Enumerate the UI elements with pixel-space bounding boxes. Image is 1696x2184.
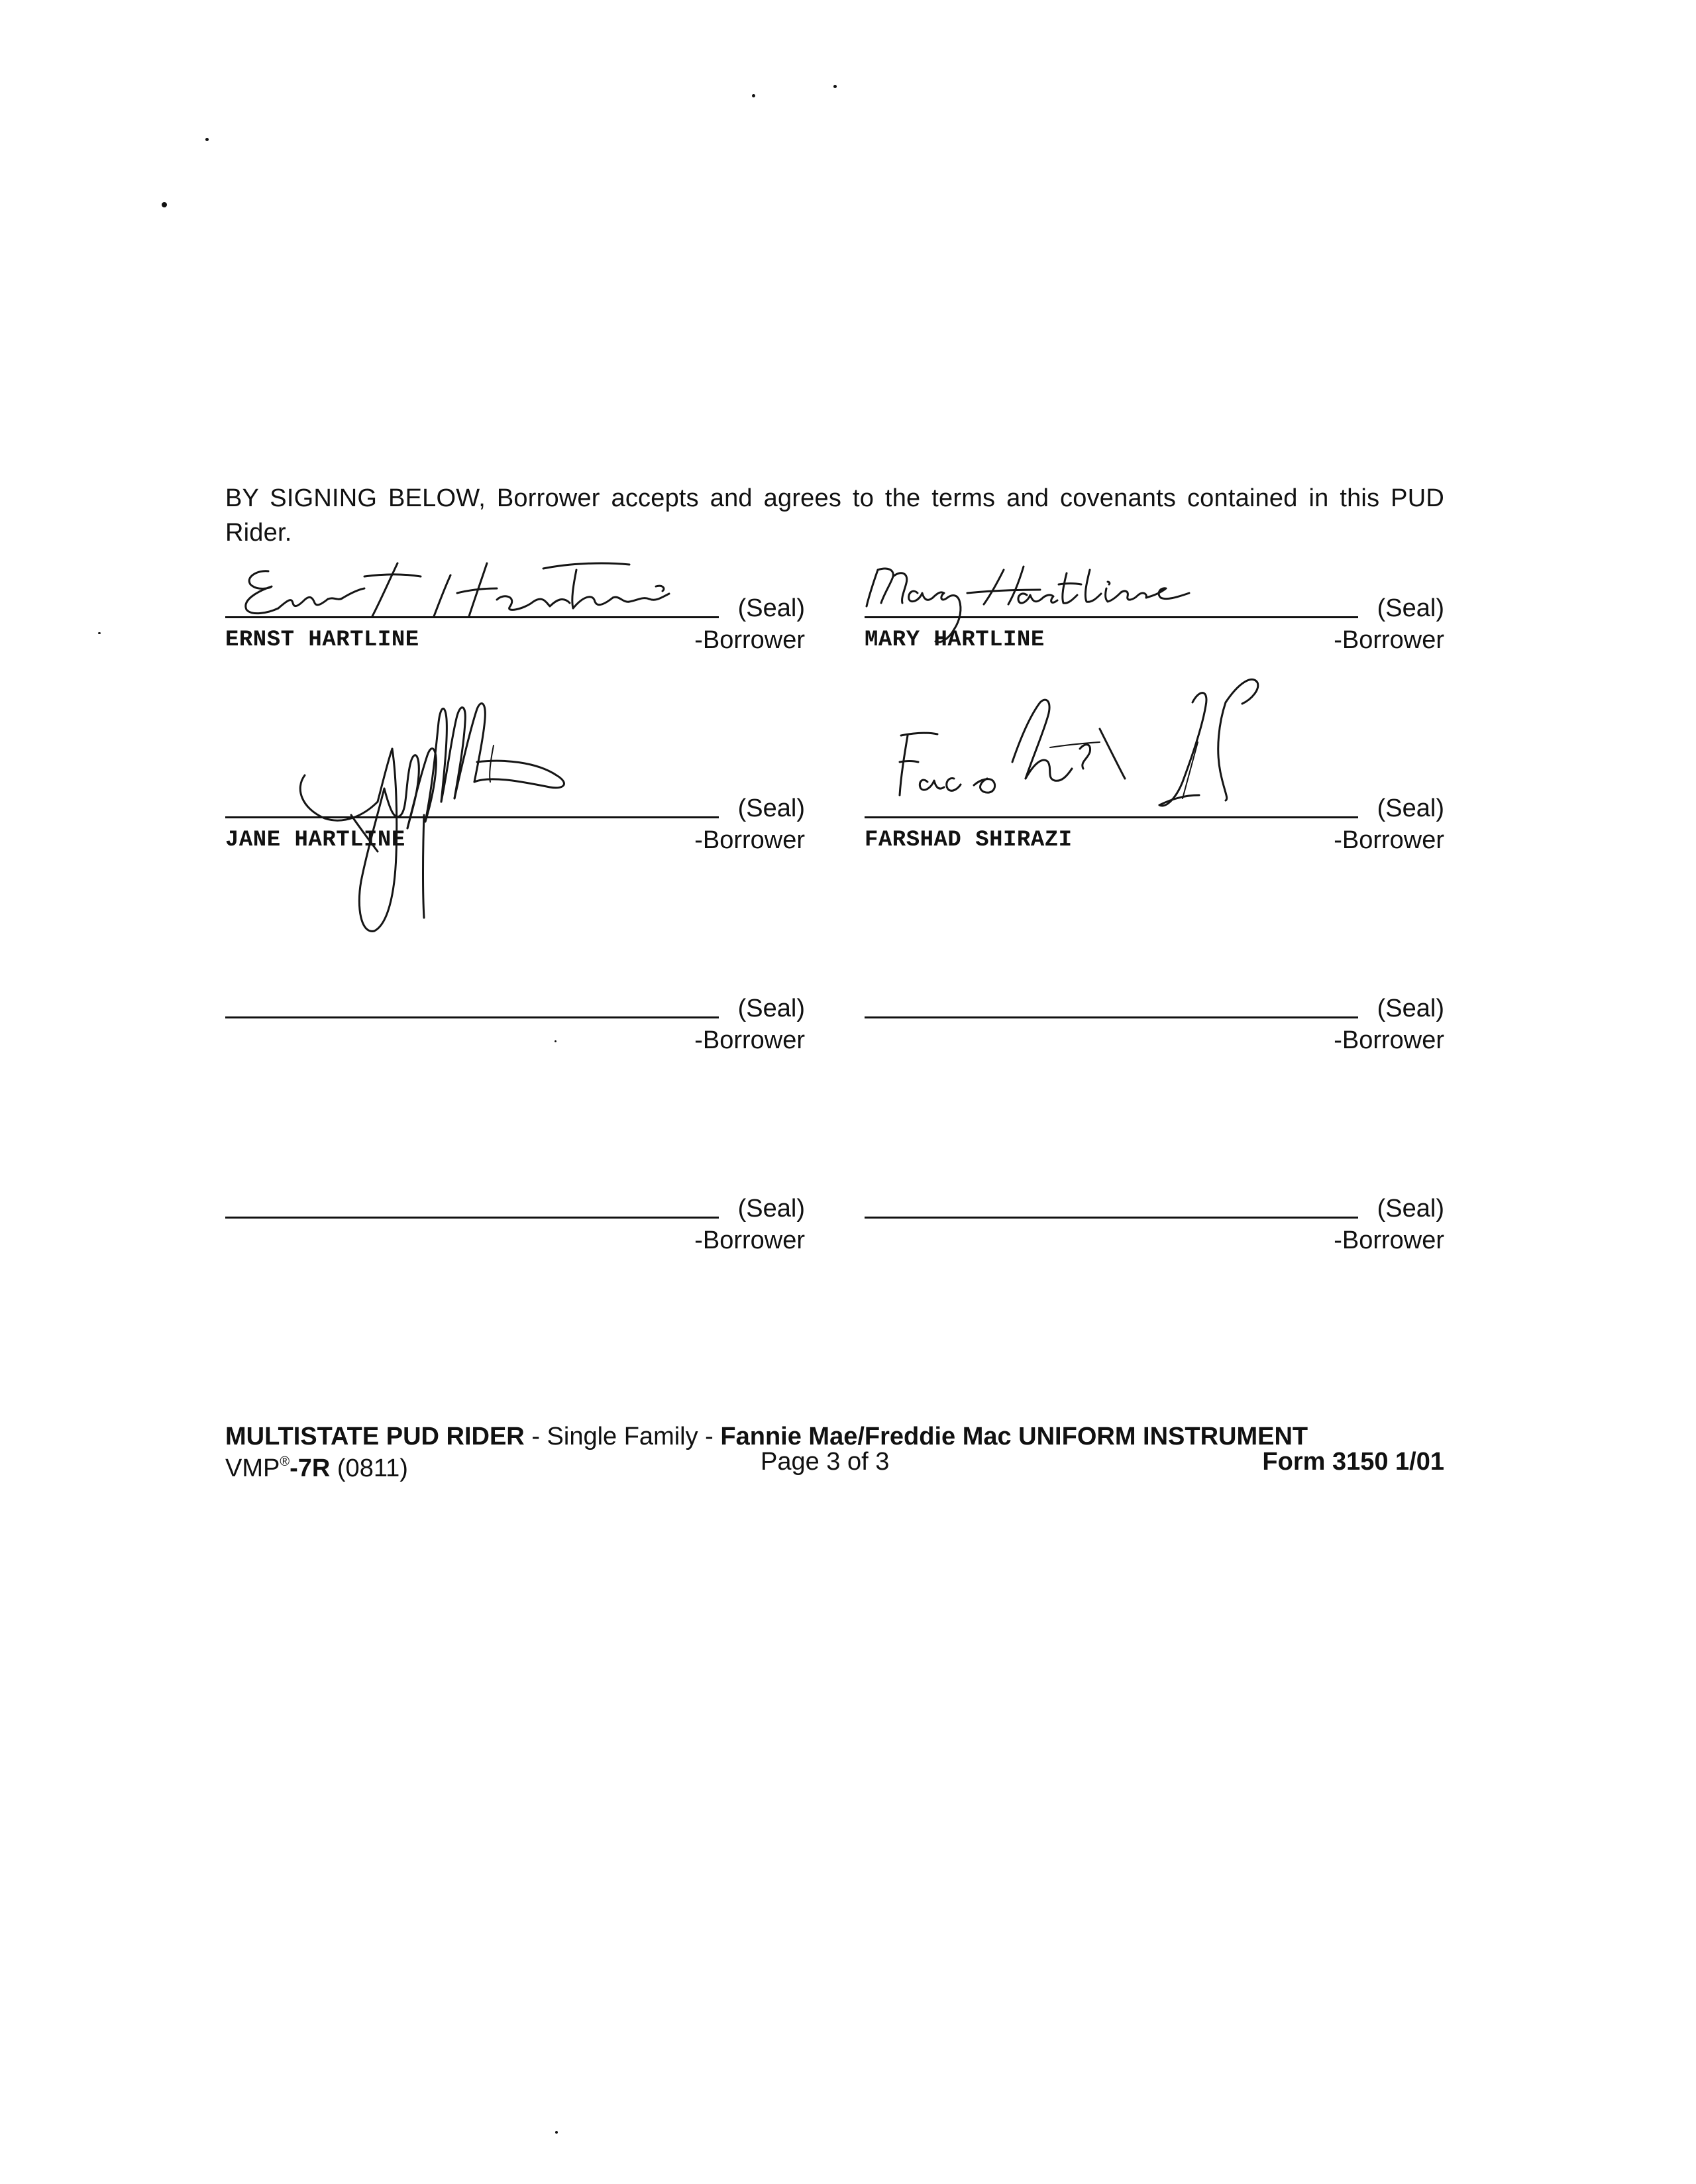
scan-speck bbox=[205, 138, 209, 141]
signer-name: JANE HARTLINE bbox=[225, 828, 405, 853]
signature-block-blank bbox=[225, 995, 805, 1089]
vmp-prefix: VMP bbox=[225, 1454, 280, 1482]
signature-line bbox=[865, 816, 1358, 818]
signer-name: ERNST HARTLINE bbox=[225, 628, 419, 653]
borrower-label: -Borrower bbox=[1334, 1227, 1444, 1254]
seal-label: (Seal) bbox=[737, 995, 805, 1022]
form-title: MULTISTATE PUD RIDER bbox=[225, 1423, 525, 1450]
signature-line bbox=[225, 1217, 719, 1219]
signature-line bbox=[225, 1016, 719, 1018]
signature-jane-hartline bbox=[278, 682, 623, 934]
vmp-form-code: -7R bbox=[290, 1454, 331, 1482]
seal-label: (Seal) bbox=[1377, 794, 1444, 822]
form-footer-title-row bbox=[225, 1423, 1444, 1450]
seal-label: (Seal) bbox=[737, 794, 805, 822]
form-subtitle: - Single Family - bbox=[524, 1423, 721, 1450]
signature-line bbox=[865, 616, 1358, 618]
borrower-label: -Borrower bbox=[694, 626, 805, 654]
vmp-version: (0811) bbox=[330, 1454, 408, 1482]
borrower-label: -Borrower bbox=[1334, 826, 1444, 854]
seal-label: (Seal) bbox=[1377, 1195, 1444, 1223]
signer-name: MARY HARTLINE bbox=[865, 628, 1045, 653]
borrower-label: -Borrower bbox=[694, 826, 805, 854]
page-number: Page 3 of 3 bbox=[761, 1448, 890, 1476]
borrower-label: -Borrower bbox=[1334, 1026, 1444, 1054]
scan-speck bbox=[162, 202, 167, 207]
signature-line bbox=[225, 616, 719, 618]
seal-label: (Seal) bbox=[737, 1195, 805, 1223]
signature-line bbox=[865, 1217, 1358, 1219]
signature-block-blank bbox=[865, 1195, 1444, 1289]
signature-block-blank bbox=[865, 995, 1444, 1089]
borrower-label: -Borrower bbox=[694, 1026, 805, 1054]
seal-label: (Seal) bbox=[1377, 594, 1444, 622]
signature-line bbox=[865, 1016, 1358, 1018]
scan-speck bbox=[555, 2131, 558, 2134]
signer-name: FARSHAD SHIRAZI bbox=[865, 828, 1073, 853]
signature-block-ernst-hartline bbox=[225, 594, 805, 689]
borrower-label: -Borrower bbox=[694, 1227, 805, 1254]
signature-block-blank bbox=[225, 1195, 805, 1289]
registered-mark: ® bbox=[280, 1454, 290, 1469]
form-instrument: Fannie Mae/Freddie Mac UNIFORM INSTRUMENT bbox=[720, 1423, 1308, 1450]
form-number: Form 3150 1/01 bbox=[1262, 1448, 1444, 1476]
borrower-label: -Borrower bbox=[1334, 626, 1444, 654]
signature-block-mary-hartline bbox=[865, 594, 1444, 689]
signature-block-farshad-shirazi bbox=[865, 794, 1444, 889]
signature-block-jane-hartline bbox=[225, 794, 805, 889]
signing-statement: BY SIGNING BELOW, Borrower accepts and agrees to the terms and covenants contained in this PUD Rider. bbox=[225, 484, 1444, 547]
vmp-code bbox=[225, 1448, 408, 1482]
scan-speck bbox=[752, 94, 755, 97]
signature-line bbox=[225, 816, 719, 818]
seal-label: (Seal) bbox=[1377, 995, 1444, 1022]
scan-speck bbox=[98, 632, 101, 634]
form-footer-info-row bbox=[225, 1448, 1444, 1482]
seal-label: (Seal) bbox=[737, 594, 805, 622]
scan-speck bbox=[833, 85, 837, 88]
